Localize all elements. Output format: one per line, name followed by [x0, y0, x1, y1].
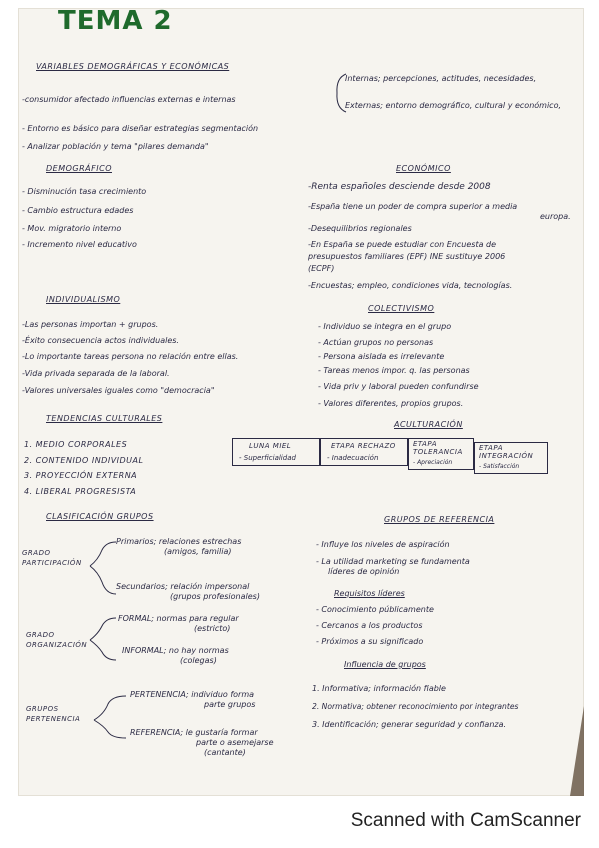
tendencias-heading: TENDENCIAS CULTURALES — [46, 414, 163, 423]
organizacion-brace — [88, 616, 118, 662]
grupos-referencia-item: - La utilidad marketing se fundamenta — [316, 557, 470, 566]
economico-item: -Encuestas; empleo, condiciones vida, tecnologías. — [308, 281, 513, 290]
individualismo-item: -Vida privada separada de la laboral. — [22, 369, 170, 378]
requisitos-item: - Próximos a su significado — [316, 637, 424, 646]
primarios-text-2: (amigos, familia) — [164, 547, 232, 556]
aculturacion-heading: ACULTURACIÓN — [394, 420, 463, 429]
tendencias-item: 3. PROYECCIÓN EXTERNA — [24, 471, 138, 480]
clasificacion-heading: CLASIFICACIÓN GRUPOS — [46, 512, 154, 521]
aculturacion-stage — [408, 438, 474, 470]
economico-item: -Desequilibrios regionales — [308, 224, 412, 233]
influencia-item: 1. Informativa; información fiable — [312, 684, 446, 693]
demografico-item: - Cambio estructura edades — [22, 206, 134, 215]
variables-consumer: -consumidor afectado influencias externas e internas — [22, 95, 236, 104]
primarios-text: Primarios; relaciones estrechas — [116, 537, 242, 546]
stage-sub: - Inadecuación — [327, 454, 379, 462]
demografico-item: - Mov. migratorio interno — [22, 224, 122, 233]
economico-item: -España tiene un poder de compra superior a media — [308, 202, 518, 211]
aculturacion-stage — [474, 442, 548, 474]
grupos-pertenencia-label: GRUPOS PERTENENCIA — [26, 705, 81, 723]
referencia-text: REFERENCIA; le gustaría formar — [130, 728, 258, 737]
stage-title: ETAPA RECHAZO — [331, 442, 396, 450]
formal-text-2: (estricto) — [194, 624, 231, 633]
stage-title: LUNA MIEL — [249, 442, 292, 450]
grado-organizacion-label: GRADO ORGANIZACIÓN — [26, 631, 88, 649]
stage-sub: - Superficialidad — [239, 454, 296, 462]
requisitos-item: - Conocimiento públicamente — [316, 605, 434, 614]
colectivismo-item: - Tareas menos impor. q. las personas — [318, 366, 470, 375]
colectivismo-heading: COLECTIVISMO — [368, 304, 435, 313]
variables-bullet-2: - Analizar población y tema "pilares demanda" — [22, 142, 209, 151]
pertenencia-text: PERTENENCIA; individuo forma — [130, 690, 255, 699]
economico-item: -En España se puede estudiar con Encuesta de — [308, 240, 497, 249]
grupos-referencia-heading: GRUPOS DE REFERENCIA — [384, 515, 495, 524]
referencia-text-2: parte o asemejarse — [196, 738, 274, 747]
colectivismo-item: - Actúan grupos no personas — [318, 338, 434, 347]
individualismo-item: -Las personas importan + grupos. — [22, 320, 159, 329]
influencia-heading: Influencia de grupos — [344, 660, 426, 669]
tendencias-item: 2. CONTENIDO INDIVIDUAL — [24, 456, 144, 465]
stage-sub: - Apreciación — [413, 459, 453, 466]
informal-text-2: (colegas) — [180, 656, 217, 665]
demografico-item: - Disminución tasa crecimiento — [22, 187, 147, 196]
page-corner-shadow — [570, 706, 584, 796]
stage-sub: - Satisfacción — [479, 463, 520, 470]
grupos-referencia-item: líderes de opinión — [328, 567, 400, 576]
economico-item: presupuestos familiares (EPF) INE sustituye 2006 — [308, 252, 506, 261]
aculturacion-stage — [232, 438, 320, 466]
colectivismo-item: - Persona aislada es irrelevante — [318, 352, 445, 361]
pertenencia-text-2: parte grupos — [204, 700, 256, 709]
influencia-item: 3. Identificación; generar seguridad y confianza. — [312, 720, 507, 729]
variables-bullet-1: - Entorno es básico para diseñar estrategias segmentación — [22, 124, 259, 133]
pertenencia-brace — [92, 694, 128, 740]
individualismo-item: -Éxito consecuencia actos individuales. — [22, 336, 179, 345]
grado-participacion-label: GRADO PARTICIPACIÓN — [22, 549, 82, 567]
influencia-item: 2. Normativa; obtener reconocimiento por integrantes — [312, 702, 519, 711]
colectivismo-item: - Vida priv y laboral pueden confundirse — [318, 382, 479, 391]
individualismo-heading: INDIVIDUALISMO — [46, 295, 121, 304]
requisitos-item: - Cercanos a los productos — [316, 621, 423, 630]
variables-internas: Internas; percepciones, actitudes, necesidades, — [345, 74, 537, 83]
variables-heading: VARIABLES DEMOGRÁFICAS Y ECONÓMICAS — [36, 62, 230, 71]
economico-item: europa. — [540, 212, 571, 221]
secundarios-text: Secundarios; relación impersonal — [116, 582, 250, 591]
stage-title: ETAPA INTEGRACIÓN — [479, 444, 534, 460]
footer-text: Scanned with CamScanner — [350, 810, 581, 831]
individualismo-item: -Lo importante tareas persona no relación entre ellas. — [22, 352, 239, 361]
economico-item: (ECPF) — [308, 264, 335, 273]
tendencias-item: 1. MEDIO CORPORALES — [24, 440, 128, 449]
scanner-watermark — [0, 810, 599, 832]
economico-item: -Renta españoles desciende desde 2008 — [308, 182, 491, 192]
requisitos-heading: Requisitos líderes — [334, 589, 405, 598]
individualismo-item: -Valores universales iguales como "democracia" — [22, 386, 215, 395]
formal-text: FORMAL; normas para regular — [118, 614, 239, 623]
colectivismo-item: - Valores diferentes, propios grupos. — [318, 399, 464, 408]
demografico-item: - Incremento nivel educativo — [22, 240, 137, 249]
page-title: TEMA 2 — [58, 6, 173, 36]
secundarios-text-2: (grupos profesionales) — [170, 592, 260, 601]
participacion-brace — [88, 540, 118, 596]
aculturacion-stage — [320, 438, 408, 466]
economico-heading: ECONÓMICO — [396, 164, 451, 173]
grupos-referencia-item: - Influye los niveles de aspiración — [316, 540, 450, 549]
demografico-heading: DEMOGRÁFICO — [46, 164, 112, 173]
informal-text: INFORMAL; no hay normas — [122, 646, 229, 655]
tendencias-item: 4. LIBERAL PROGRESISTA — [24, 487, 137, 496]
stage-title: ETAPA TOLERANCIA — [413, 440, 463, 456]
colectivismo-item: - Individuo se integra en el grupo — [318, 322, 452, 331]
referencia-text-3: (cantante) — [204, 748, 246, 757]
variables-externas: Externas; entorno demográfico, cultural y económico, — [345, 101, 562, 110]
